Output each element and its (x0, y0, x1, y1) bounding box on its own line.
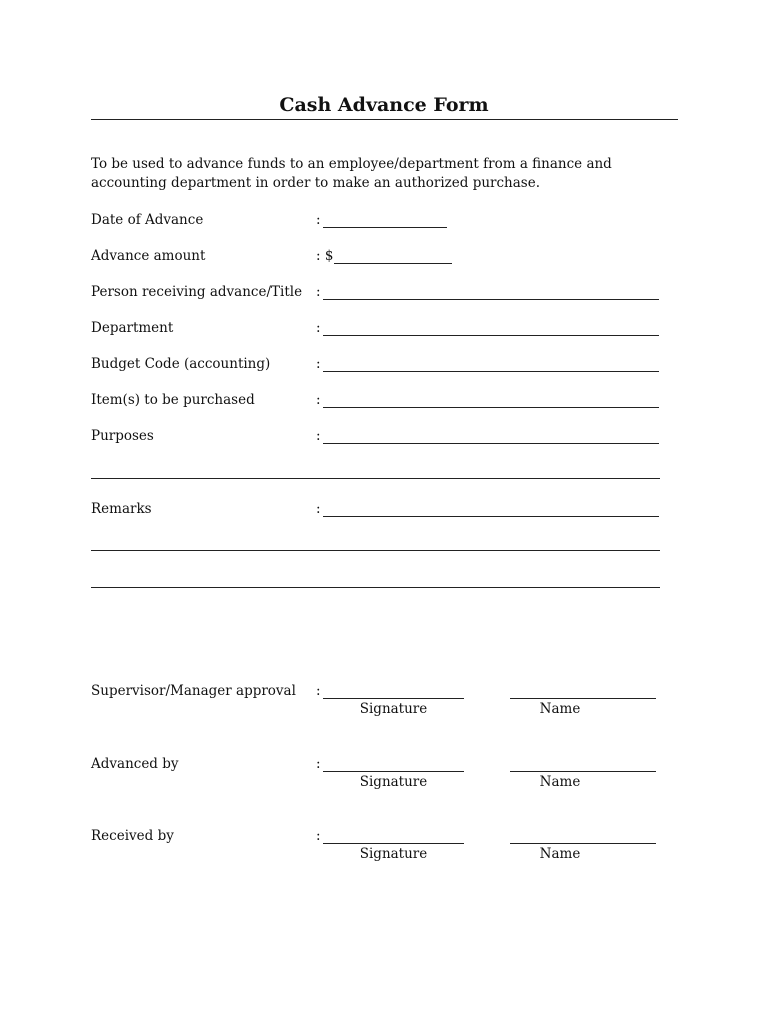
department-colon: : (316, 320, 321, 336)
advanced-by-name-caption: Name (539, 774, 581, 790)
remarks-extra-line-1[interactable] (91, 550, 660, 551)
person-receiving-field[interactable] (323, 283, 659, 300)
budget-code-label: Budget Code (accounting) (91, 356, 271, 372)
department-label: Department (91, 320, 174, 336)
advanced-by-colon: : (316, 756, 321, 772)
date-of-advance-field[interactable] (323, 211, 447, 228)
advance-amount-field[interactable] (334, 247, 452, 264)
received-by-name-line[interactable] (510, 843, 656, 844)
supervisor-name-line[interactable] (510, 698, 656, 699)
purposes-extra-line[interactable] (91, 478, 660, 479)
person-receiving-colon: : (316, 284, 321, 300)
title-divider (91, 119, 678, 120)
received-by-signature-line[interactable] (323, 843, 464, 844)
supervisor-signature-caption: Signature (359, 701, 428, 717)
purposes-label: Purposes (91, 428, 154, 444)
received-by-name-caption: Name (539, 846, 581, 862)
remarks-label: Remarks (91, 501, 152, 517)
person-receiving-label: Person receiving advance/Title (91, 284, 303, 300)
remarks-extra-line-2[interactable] (91, 587, 660, 588)
received-by-colon: : (316, 828, 321, 844)
supervisor-signature-line[interactable] (323, 698, 464, 699)
advanced-by-signature-line[interactable] (323, 771, 464, 772)
items-label: Item(s) to be purchased (91, 392, 255, 408)
form-intro: To be used to advance funds to an employee/department from a finance and accounting department in order to make an authorized purchase. (91, 156, 612, 191)
advanced-by-label: Advanced by (91, 756, 179, 772)
purposes-colon: : (316, 428, 321, 444)
supervisor-approval-colon: : (316, 683, 321, 699)
purposes-field[interactable] (323, 427, 659, 444)
items-colon: : (316, 392, 321, 408)
advanced-by-name-line[interactable] (510, 771, 656, 772)
items-field[interactable] (323, 391, 659, 408)
received-by-signature-caption: Signature (359, 846, 428, 862)
date-of-advance-label: Date of Advance (91, 212, 204, 228)
supervisor-approval-label: Supervisor/Manager approval (91, 683, 296, 699)
budget-code-field[interactable] (323, 355, 659, 372)
form-title: Cash Advance Form (279, 94, 489, 116)
remarks-colon: : (316, 501, 321, 517)
budget-code-colon: : (316, 356, 321, 372)
advance-amount-label: Advance amount (91, 248, 206, 264)
advanced-by-signature-caption: Signature (359, 774, 428, 790)
advance-amount-prefix: : $ (316, 248, 334, 264)
remarks-field[interactable] (323, 500, 659, 517)
received-by-label: Received by (91, 828, 174, 844)
date-of-advance-colon: : (316, 212, 321, 228)
supervisor-name-caption: Name (539, 701, 581, 717)
department-field[interactable] (323, 319, 659, 336)
